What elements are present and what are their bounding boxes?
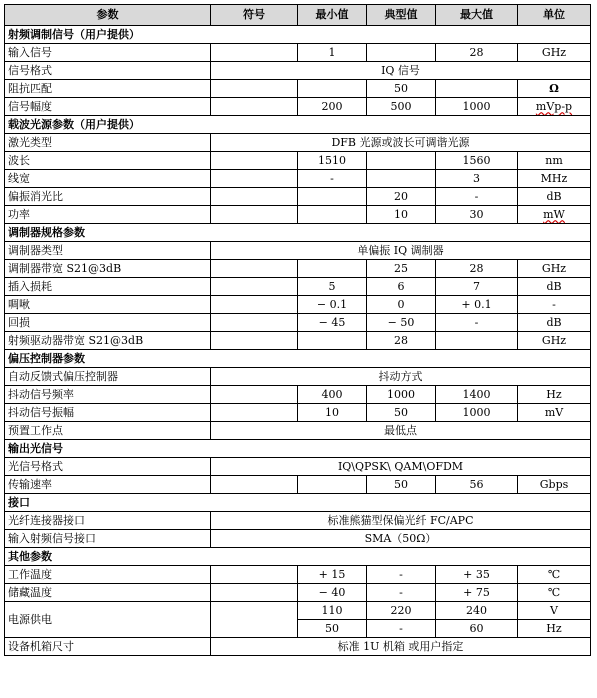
param-cell: 调制器带宽 S21@3dB <box>5 260 211 278</box>
max-cell: 56 <box>436 476 518 494</box>
param-cell: 光纤连接器接口 <box>5 512 211 530</box>
typ-cell: 50 <box>367 80 436 98</box>
param-cell: 预置工作点 <box>5 422 211 440</box>
min-cell <box>298 332 367 350</box>
min-cell: − 40 <box>298 584 367 602</box>
typ-cell: − 50 <box>367 314 436 332</box>
unit-cell: - <box>518 296 591 314</box>
unit-text: mVp-p <box>535 99 573 113</box>
max-cell <box>436 332 518 350</box>
section-row <box>5 440 591 458</box>
param-cell: 输入射频信号接口 <box>5 530 211 548</box>
symbol-cell <box>211 332 298 350</box>
min-cell: 110 <box>298 602 367 620</box>
unit-cell: GHz <box>518 332 591 350</box>
max-cell: - <box>436 314 518 332</box>
typ-cell: - <box>367 566 436 584</box>
symbol-cell <box>211 260 298 278</box>
param-cell: 抖动信号频率 <box>5 386 211 404</box>
max-cell: + 0.1 <box>436 296 518 314</box>
param-cell: 插入损耗 <box>5 278 211 296</box>
min-cell <box>298 206 367 224</box>
table-row <box>5 422 591 440</box>
symbol-cell <box>211 404 298 422</box>
param-cell: 设备机箱尺寸 <box>5 638 211 656</box>
max-cell: 7 <box>436 278 518 296</box>
max-cell: 28 <box>436 260 518 278</box>
min-cell: 10 <box>298 404 367 422</box>
span-value-cell: 抖动方式 <box>211 368 591 386</box>
span-value-cell: IQ 信号 <box>211 62 591 80</box>
table-row <box>5 458 591 476</box>
symbol-cell <box>211 566 298 584</box>
typ-cell: 0 <box>367 296 436 314</box>
unit-cell: GHz <box>518 260 591 278</box>
unit-cell: mV <box>518 404 591 422</box>
typ-cell <box>367 44 436 62</box>
unit-cell: GHz <box>518 44 591 62</box>
table-row <box>5 638 591 656</box>
min-cell: 5 <box>298 278 367 296</box>
typ-cell: 28 <box>367 332 436 350</box>
max-cell: - <box>436 188 518 206</box>
table-row <box>5 188 591 206</box>
section-row <box>5 224 591 242</box>
section-title: 偏压控制器参数 <box>5 350 591 368</box>
param-cell: 阻抗匹配 <box>5 80 211 98</box>
unit-cell: dB <box>518 278 591 296</box>
table-row <box>5 512 591 530</box>
symbol-cell <box>211 314 298 332</box>
max-cell: + 75 <box>436 584 518 602</box>
min-cell <box>298 188 367 206</box>
param-cell: 信号幅度 <box>5 98 211 116</box>
section-title: 调制器规格参数 <box>5 224 591 242</box>
symbol-cell <box>211 584 298 602</box>
section-title: 载波光源参数（用户提供） <box>5 116 591 134</box>
typ-cell: 50 <box>367 404 436 422</box>
param-cell: 传输速率 <box>5 476 211 494</box>
header-symbol: 符号 <box>211 5 298 26</box>
span-value-cell: IQ\QPSK\ QAM\OFDM <box>211 458 591 476</box>
header-max: 最大值 <box>436 5 518 26</box>
param-cell: 工作温度 <box>5 566 211 584</box>
min-cell: 50 <box>298 620 367 638</box>
max-cell: 60 <box>436 620 518 638</box>
table-row <box>5 566 591 584</box>
table-row <box>5 386 591 404</box>
section-title: 射频调制信号（用户提供） <box>5 26 591 44</box>
spec-table <box>4 4 591 656</box>
min-cell: − 45 <box>298 314 367 332</box>
min-cell: - <box>298 170 367 188</box>
max-cell: 28 <box>436 44 518 62</box>
unit-cell: Gbps <box>518 476 591 494</box>
min-cell <box>298 476 367 494</box>
param-cell: 射频驱动器带宽 S21@3dB <box>5 332 211 350</box>
min-cell: − 0.1 <box>298 296 367 314</box>
section-row <box>5 548 591 566</box>
section-title: 其他参数 <box>5 548 591 566</box>
param-cell: 功率 <box>5 206 211 224</box>
symbol-cell <box>211 602 298 638</box>
min-cell <box>298 80 367 98</box>
unit-cell: ℃ <box>518 584 591 602</box>
unit-cell: nm <box>518 152 591 170</box>
symbol-cell <box>211 296 298 314</box>
min-cell <box>298 260 367 278</box>
table-row <box>5 80 591 98</box>
param-cell: 波长 <box>5 152 211 170</box>
section-title: 接口 <box>5 494 591 512</box>
param-cell: 光信号格式 <box>5 458 211 476</box>
span-value-cell: DFB 光源或波长可调谐光源 <box>211 134 591 152</box>
param-cell: 啁啾 <box>5 296 211 314</box>
table-row <box>5 530 591 548</box>
header-unit: 单位 <box>518 5 591 26</box>
symbol-cell <box>211 98 298 116</box>
section-row <box>5 494 591 512</box>
param-cell: 线宽 <box>5 170 211 188</box>
param-cell: 电源供电 <box>5 602 211 638</box>
table-row <box>5 368 591 386</box>
unit-cell: dB <box>518 188 591 206</box>
symbol-cell <box>211 80 298 98</box>
table-row <box>5 98 591 116</box>
section-row <box>5 26 591 44</box>
unit-cell: V <box>518 602 591 620</box>
span-value-cell: SMA（50Ω） <box>211 530 591 548</box>
table-row <box>5 296 591 314</box>
param-cell: 自动反馈式偏压控制器 <box>5 368 211 386</box>
unit-cell: dB <box>518 314 591 332</box>
param-cell: 调制器类型 <box>5 242 211 260</box>
span-value-cell: 单偏振 IQ 调制器 <box>211 242 591 260</box>
min-cell: + 15 <box>298 566 367 584</box>
table-row <box>5 602 591 620</box>
header-min: 最小值 <box>298 5 367 26</box>
table-row <box>5 170 591 188</box>
unit-cell: MHz <box>518 170 591 188</box>
table-row <box>5 206 591 224</box>
symbol-cell <box>211 476 298 494</box>
max-cell: 3 <box>436 170 518 188</box>
symbol-cell <box>211 44 298 62</box>
max-cell: 240 <box>436 602 518 620</box>
table-row <box>5 152 591 170</box>
unit-text: mW <box>543 207 565 221</box>
section-row <box>5 350 591 368</box>
table-row <box>5 404 591 422</box>
table-row <box>5 260 591 278</box>
symbol-cell <box>211 278 298 296</box>
min-cell: 200 <box>298 98 367 116</box>
typ-cell: 20 <box>367 188 436 206</box>
section-title: 输出光信号 <box>5 440 591 458</box>
typ-cell <box>367 152 436 170</box>
unit-cell: ℃ <box>518 566 591 584</box>
max-cell: 1000 <box>436 98 518 116</box>
min-cell: 1 <box>298 44 367 62</box>
min-cell: 400 <box>298 386 367 404</box>
max-cell: 30 <box>436 206 518 224</box>
symbol-cell <box>211 188 298 206</box>
table-row <box>5 242 591 260</box>
section-row <box>5 116 591 134</box>
header-typ: 典型值 <box>367 5 436 26</box>
param-cell: 偏振消光比 <box>5 188 211 206</box>
typ-cell: 10 <box>367 206 436 224</box>
unit-cell: Hz <box>518 386 591 404</box>
unit-cell <box>518 98 591 116</box>
typ-cell: 25 <box>367 260 436 278</box>
max-cell <box>436 80 518 98</box>
typ-cell: 50 <box>367 476 436 494</box>
unit-cell: Hz <box>518 620 591 638</box>
header-row <box>5 5 591 26</box>
span-value-cell: 最低点 <box>211 422 591 440</box>
min-cell: 1510 <box>298 152 367 170</box>
param-cell: 输入信号 <box>5 44 211 62</box>
typ-cell <box>367 170 436 188</box>
header-param: 参数 <box>5 5 211 26</box>
typ-cell: 500 <box>367 98 436 116</box>
max-cell: 1400 <box>436 386 518 404</box>
table-row <box>5 44 591 62</box>
table-row <box>5 62 591 80</box>
symbol-cell <box>211 386 298 404</box>
param-cell: 抖动信号振幅 <box>5 404 211 422</box>
max-cell: 1560 <box>436 152 518 170</box>
max-cell: + 35 <box>436 566 518 584</box>
param-cell: 激光类型 <box>5 134 211 152</box>
typ-cell: 6 <box>367 278 436 296</box>
unit-cell <box>518 206 591 224</box>
typ-cell: - <box>367 584 436 602</box>
table-row <box>5 278 591 296</box>
table-row <box>5 134 591 152</box>
symbol-cell <box>211 170 298 188</box>
unit-cell: Ω <box>518 80 591 98</box>
table-row <box>5 476 591 494</box>
symbol-cell <box>211 152 298 170</box>
param-cell: 信号格式 <box>5 62 211 80</box>
symbol-cell <box>211 206 298 224</box>
table-row <box>5 332 591 350</box>
span-value-cell: 标准熊猫型保偏光纤 FC/APC <box>211 512 591 530</box>
table-row <box>5 584 591 602</box>
span-value-cell: 标准 1U 机箱 或用户指定 <box>211 638 591 656</box>
param-cell: 储藏温度 <box>5 584 211 602</box>
typ-cell: - <box>367 620 436 638</box>
max-cell: 1000 <box>436 404 518 422</box>
typ-cell: 1000 <box>367 386 436 404</box>
table-row <box>5 314 591 332</box>
param-cell: 回损 <box>5 314 211 332</box>
typ-cell: 220 <box>367 602 436 620</box>
